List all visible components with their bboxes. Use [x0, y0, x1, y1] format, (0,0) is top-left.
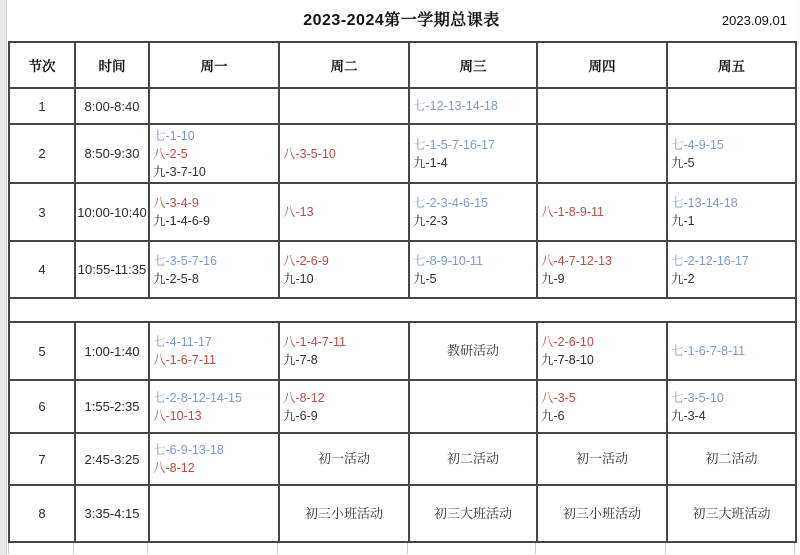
class-codes-line: 七-13-14-18	[671, 196, 738, 210]
header-row	[9, 42, 796, 88]
schedule-row-6	[9, 380, 796, 433]
class-codes-line: 七-6-9-13-18	[153, 443, 224, 457]
class-codes-line: 八-8-12	[283, 390, 325, 405]
class-codes-line: 七-3-5-10	[671, 390, 724, 405]
column-header-5: 周四	[537, 42, 667, 88]
column-header-0: 节次	[9, 42, 75, 88]
class-codes-line: 七-4-9-15	[671, 137, 724, 152]
day-cell-thu	[537, 183, 667, 241]
day-cell-thu	[537, 380, 667, 433]
day-cell-fri	[667, 433, 796, 485]
class-codes-line: 九-7-8-10	[541, 353, 594, 367]
schedule-row-8	[9, 485, 796, 542]
period-cell: 8	[9, 485, 75, 542]
day-cell-wed	[409, 88, 537, 124]
day-cell-fri	[667, 485, 796, 542]
column-header-6: 周五	[667, 42, 796, 88]
day-cell-mon	[149, 433, 279, 485]
class-codes-line: 初三小班活动	[562, 505, 641, 521]
partial-cell	[536, 543, 666, 554]
class-codes-line: 七-2-3-4-6-15	[413, 196, 489, 210]
schedule-row-7	[9, 433, 796, 485]
period-cell: 5	[9, 322, 75, 380]
class-codes-line: 九-2	[671, 271, 695, 286]
class-codes-line: 七-8-9-10-11	[413, 253, 483, 268]
time-cell: 8:00-8:40	[75, 88, 149, 124]
class-codes-line: 八-1-8-9-11	[541, 205, 604, 219]
class-codes-line: 八-4-7-12-13	[541, 253, 612, 268]
class-codes-line: 八-1-6-7-11	[153, 353, 216, 367]
column-header-1: 时间	[75, 42, 149, 88]
class-codes-line: 九-9	[541, 271, 565, 286]
class-codes-line: 八-3-4-9	[153, 196, 199, 210]
schedule-row-5	[9, 322, 796, 380]
schedule-row-4	[9, 241, 796, 298]
period-cell: 1	[9, 88, 75, 124]
schedule-row-2	[9, 124, 796, 183]
class-codes-line: 九-1	[671, 214, 695, 228]
class-codes-line: 九-7-8	[283, 353, 318, 367]
column-header-2: 周一	[149, 42, 279, 88]
day-cell-tue	[279, 433, 409, 485]
day-cell-tue	[279, 183, 409, 241]
schedule-row-1	[9, 88, 796, 124]
class-codes-line: 初二活动	[446, 451, 499, 466]
class-codes-line: 九-2-3	[413, 214, 448, 228]
class-codes-line: 初三大班活动	[692, 505, 771, 521]
class-codes-line: 九-6-9	[283, 408, 318, 423]
day-cell-wed	[409, 322, 537, 380]
class-codes-line: 八-1-4-7-11	[283, 335, 346, 349]
day-cell-tue	[279, 485, 409, 542]
class-codes-line: 八-8-12	[153, 461, 195, 475]
partial-cell	[74, 543, 148, 554]
day-cell-thu	[537, 485, 667, 542]
class-codes-line: 九-1-4	[413, 155, 448, 170]
class-codes-line: 八-2-6-9	[283, 253, 329, 268]
day-cell-fri	[667, 380, 796, 433]
schedule-row-3	[9, 183, 796, 241]
class-codes-line: 七-2-12-16-17	[671, 253, 749, 268]
class-codes-line: 八-2-6-10	[541, 335, 594, 349]
period-cell: 6	[9, 380, 75, 433]
class-codes-line: 八-3-5	[541, 390, 576, 405]
class-codes-line: 七-4-11-17	[153, 335, 212, 349]
day-cell-tue	[279, 241, 409, 298]
day-cell-wed	[409, 241, 537, 298]
class-codes-line: 七-3-5-7-16	[153, 253, 217, 268]
page-title: 2023-2024第一学期总课表	[303, 12, 500, 29]
day-cell-tue	[279, 88, 409, 124]
day-cell-wed	[409, 433, 537, 485]
class-codes-line: 九-1-4-6-9	[153, 214, 210, 228]
class-codes-line: 七-1-5-7-16-17	[413, 137, 495, 152]
day-cell-mon	[149, 124, 279, 183]
time-cell: 10:55-11:35	[75, 241, 149, 298]
time-cell: 1:55-2:35	[75, 380, 149, 433]
class-codes-line: 九-2-5-8	[153, 271, 199, 286]
page-left-margin	[0, 0, 7, 555]
timetable-sheet	[8, 0, 795, 554]
day-cell-wed	[409, 124, 537, 183]
class-codes-line: 八-2-5	[153, 146, 188, 161]
partial-cell	[278, 543, 408, 554]
class-codes-line: 九-3-4	[671, 408, 706, 423]
day-cell-fri	[667, 88, 796, 124]
class-codes-line: 七-1-6-7-8-11	[671, 344, 746, 358]
partial-cell	[8, 543, 74, 554]
time-cell: 10:00-10:40	[75, 183, 149, 241]
day-cell-thu	[537, 322, 667, 380]
partial-cell	[408, 543, 536, 554]
day-cell-thu	[537, 88, 667, 124]
day-cell-tue	[279, 124, 409, 183]
time-cell: 2:45-3:25	[75, 433, 149, 485]
day-cell-mon	[149, 241, 279, 298]
day-cell-mon	[149, 88, 279, 124]
class-codes-line: 九-5	[413, 271, 437, 286]
column-header-4: 周三	[409, 42, 537, 88]
class-codes-line: 初三小班活动	[304, 505, 383, 521]
day-cell-thu	[537, 433, 667, 485]
time-cell: 8:50-9:30	[75, 124, 149, 183]
day-cell-thu	[537, 124, 667, 183]
partial-cell	[666, 543, 795, 554]
column-header-3: 周二	[279, 42, 409, 88]
time-cell: 3:35-4:15	[75, 485, 149, 542]
lunch-break-cell	[9, 298, 796, 322]
timetable	[8, 41, 797, 543]
class-codes-line: 八-10-13	[153, 408, 202, 423]
class-codes-line: 九-5	[671, 155, 695, 170]
class-codes-line: 七-1-10	[153, 128, 195, 143]
next-row-partial	[8, 543, 795, 554]
class-codes-line: 九-6	[541, 408, 565, 423]
day-cell-wed	[409, 485, 537, 542]
class-codes-line: 初二活动	[705, 451, 758, 466]
period-cell: 3	[9, 183, 75, 241]
class-codes-line: 八-3-5-10	[283, 146, 336, 161]
day-cell-fri	[667, 124, 796, 183]
day-cell-mon	[149, 322, 279, 380]
class-codes-line: 教研活动	[446, 343, 499, 358]
period-cell: 2	[9, 124, 75, 183]
class-codes-line: 初一活动	[317, 451, 370, 466]
lunch-break-row	[9, 298, 796, 322]
day-cell-tue	[279, 322, 409, 380]
day-cell-fri	[667, 241, 796, 298]
day-cell-wed	[409, 380, 537, 433]
class-codes-line: 初三大班活动	[433, 505, 512, 521]
partial-cell	[148, 543, 278, 554]
period-cell: 4	[9, 241, 75, 298]
day-cell-thu	[537, 241, 667, 298]
class-codes-line: 初一活动	[575, 451, 628, 466]
class-codes-line: 七-12-13-14-18	[413, 99, 498, 113]
time-cell: 1:00-1:40	[75, 322, 149, 380]
day-cell-tue	[279, 380, 409, 433]
title-bar	[8, 0, 795, 41]
day-cell-mon	[149, 183, 279, 241]
period-cell: 7	[9, 433, 75, 485]
day-cell-fri	[667, 322, 796, 380]
day-cell-mon	[149, 380, 279, 433]
day-cell-fri	[667, 183, 796, 241]
date-label: 2023.09.01	[721, 13, 787, 28]
class-codes-line: 七-2-8-12-14-15	[153, 390, 242, 405]
day-cell-mon	[149, 485, 279, 542]
class-codes-line: 八-13	[283, 205, 314, 219]
day-cell-wed	[409, 183, 537, 241]
class-codes-line: 九-3-7-10	[153, 164, 206, 179]
class-codes-line: 九-10	[283, 271, 314, 286]
